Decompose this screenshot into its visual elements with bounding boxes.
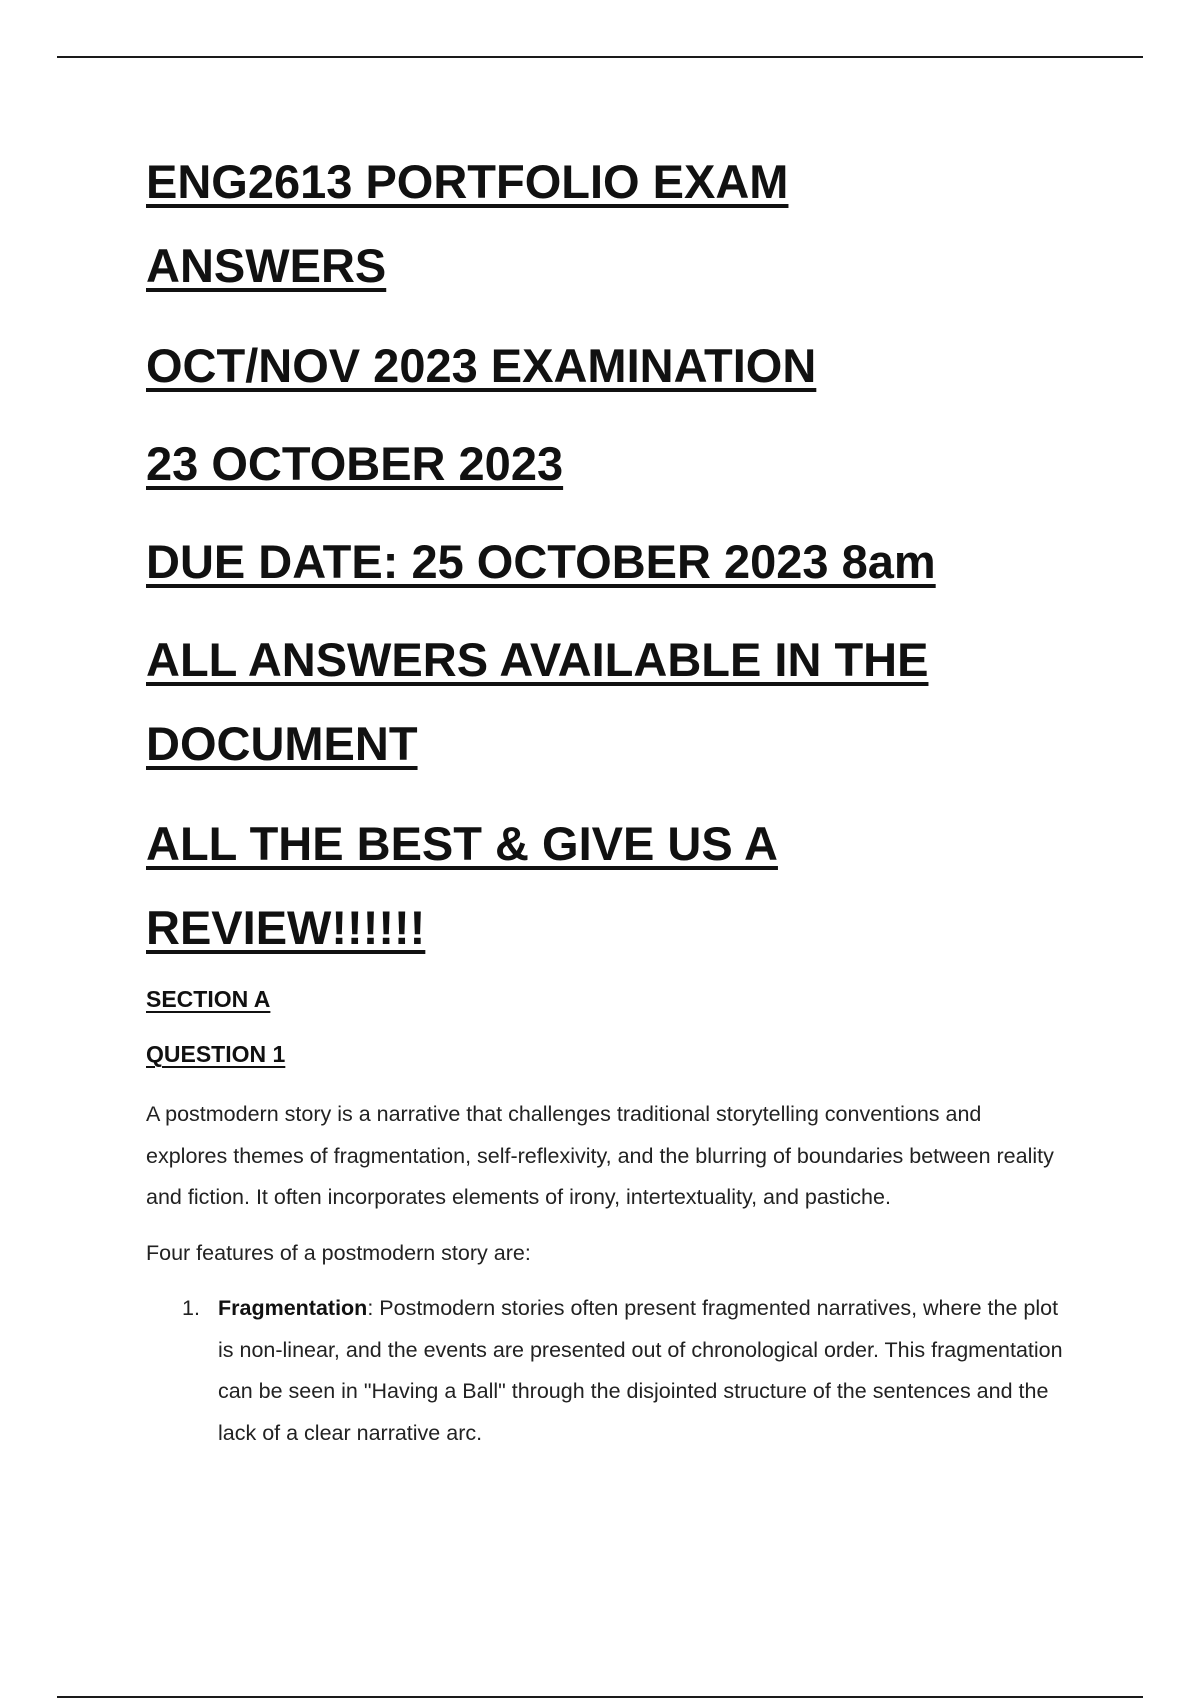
features-intro: Four features of a postmodern story are: <box>146 1240 531 1265</box>
bottom-rule <box>57 1696 1143 1698</box>
due-date: DUE DATE: 25 OCTOBER 2023 8am <box>146 535 936 588</box>
title-line-2: ANSWERS <box>146 239 387 292</box>
intro-paragraph: A postmodern story is a narrative that challenges traditional storytelling conventions and explores themes of fragmentation, self-reflexivity, and the blurring of boundaries between reality and fiction. It often incorporates elements of irony, intertextuality, and pastiche. <box>146 1102 1054 1209</box>
list-item-text: : Postmodern stories often present fragmented narratives, where the plot is non-linear, and the events are presented out of chronological order. This fragmentation can be seen in "Having a Ball" through the disjointed structure of the sentences and the lack of a clear narrative arc. <box>218 1296 1063 1445</box>
title-line-1: ENG2613 PORTFOLIO EXAM <box>146 155 789 208</box>
best-line-1: ALL THE BEST & GIVE US A <box>146 817 778 870</box>
answers-notice <box>146 618 1066 786</box>
list-item <box>146 1288 1066 1454</box>
answers-line-2: DOCUMENT <box>146 717 418 770</box>
exam-period: OCT/NOV 2023 EXAMINATION <box>146 339 817 392</box>
document-title <box>146 140 1066 308</box>
top-rule <box>57 56 1143 58</box>
best-wishes <box>146 802 1066 970</box>
section-label: SECTION A <box>146 986 271 1012</box>
document-content <box>146 140 1066 1454</box>
answers-line-1: ALL ANSWERS AVAILABLE IN THE <box>146 633 929 686</box>
features-list <box>146 1288 1066 1454</box>
question-label: QUESTION 1 <box>146 1041 286 1067</box>
exam-date: 23 OCTOBER 2023 <box>146 437 564 490</box>
list-item-term: Fragmentation <box>218 1296 368 1320</box>
list-item-number: 1. <box>182 1296 200 1320</box>
best-line-2: REVIEW!!!!!! <box>146 901 426 954</box>
